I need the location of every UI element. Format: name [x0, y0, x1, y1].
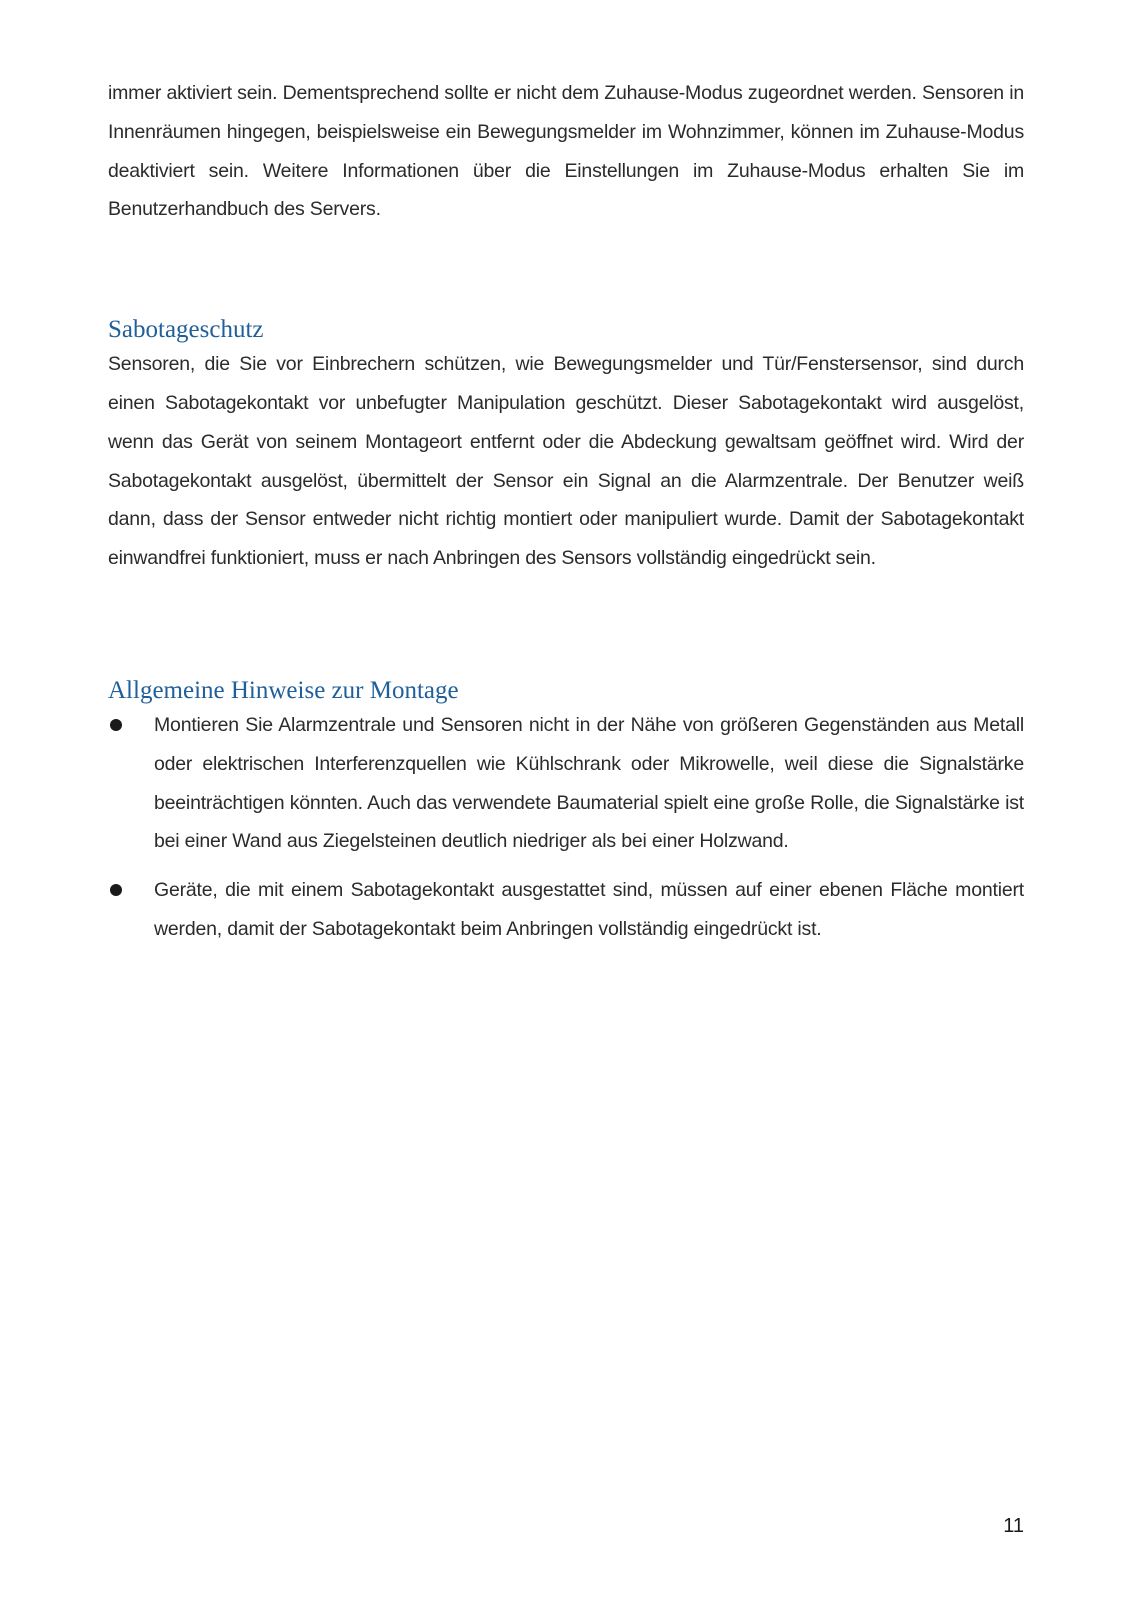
- montage-bullet-list: [108, 706, 1024, 949]
- sabotage-paragraph: Sensoren, die Sie vor Einbrechern schützen, wie Bewegungsmelder und Tür/Fenstersensor, sind durch einen Sabotagekontakt vor unbefugter Manipulation geschützt. Dieser Sabotagekontakt wird ausgelöst, wenn das Gerät von seinem Montageort entfernt oder die Abdeckung gewaltsam geöffnet wird. Wird der Sabotagekontakt ausgelöst, übermittelt der Sensor ein Signal an die Alarmzentrale. Der Benutzer weiß dann, dass der Sensor entweder nicht richtig montiert oder manipuliert wurde. Damit der Sabotagekontakt einwandfrei funktioniert, muss er nach Anbringen des Sensors vollständig eingedrückt sein.: [108, 353, 1024, 570]
- intro-paragraph: immer aktiviert sein. Dementsprechend sollte er nicht dem Zuhause-Modus zugeordnet werden. Sensoren in Innenräumen hingegen, beispielsweise ein Bewegungsmelder im Wohnzimmer, können im Zuhause-Modus deaktiviert sein. Weitere Informationen über die Einstellungen im Zuhause-Modus erhalten Sie im Benutzerhandbuch des Servers.: [108, 82, 1024, 221]
- list-item-text: Montieren Sie Alarmzentrale und Sensoren nicht in der Nähe von größeren Gegenständen aus Metall oder elektrischen Interferenzquellen wie Kühlschrank oder Mikrowelle, weil diese die Signalstärke beeinträchtigen könnten. Auch das verwendete Baumaterial spielt eine große Rolle, die Signalstärke ist bei einer Wand aus Ziegelsteinen deutlich niedriger als bei einer Holzwand.: [154, 713, 1024, 853]
- bullet-icon: [110, 719, 122, 731]
- page-content: [108, 74, 1024, 949]
- section-heading-sabotageschutz: Sabotageschutz: [108, 316, 264, 344]
- list-item-text: Geräte, die mit einem Sabotagekontakt ausgestattet sind, müssen auf einer ebenen Fläche montiert werden, damit der Sabotagekontakt beim Anbringen vollständig eingedrückt ist.: [154, 879, 1024, 940]
- list-item: [108, 871, 1024, 949]
- bullet-icon: [110, 884, 122, 896]
- list-item: [108, 706, 1024, 861]
- page-number: 11: [1003, 1515, 1024, 1537]
- section-heading-montage: Allgemeine Hinweise zur Montage: [108, 676, 459, 704]
